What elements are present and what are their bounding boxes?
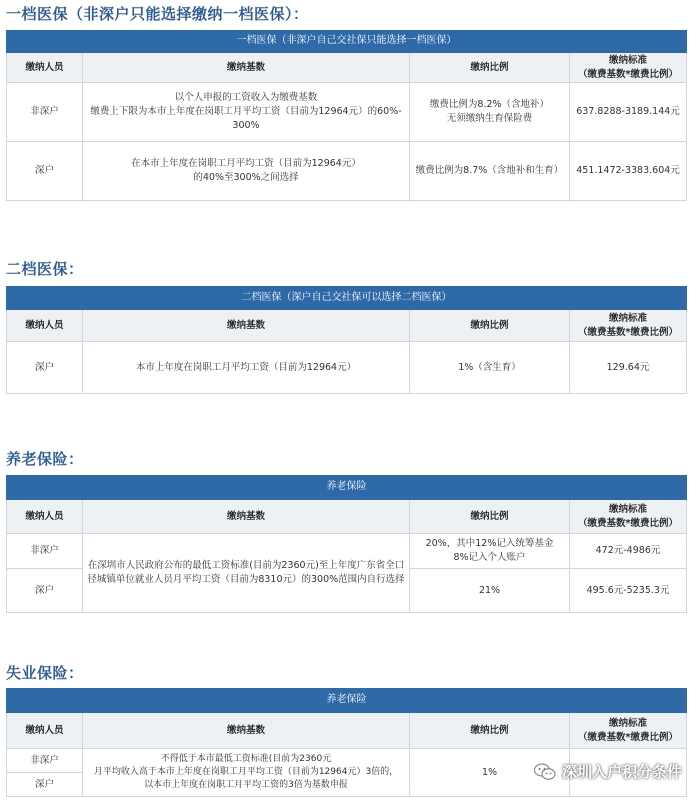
- header-standard: [570, 713, 687, 749]
- wechat-icon: [534, 763, 556, 781]
- insurance-table: [6, 286, 687, 394]
- table-banner: 养老保险: [7, 476, 687, 500]
- section-title: 二档医保：: [6, 260, 84, 278]
- header-ratio: 缴纳比例: [410, 500, 570, 534]
- header-person: 缴纳人员: [7, 713, 83, 749]
- insurance-table: [6, 475, 687, 613]
- header-standard-note: （缴费基数*缴费比例）: [578, 68, 678, 80]
- cell-base: 以个人申报的工资收入为缴费基数 缴费上下限为本市上年度在岗职工月平均工资（目前为12964元）的60%- 300%: [83, 83, 410, 142]
- table-row: [7, 142, 687, 201]
- header-standard-note: （缴费基数*缴费比例）: [578, 326, 678, 338]
- header-standard-label: 缴纳标准: [608, 717, 647, 729]
- header-person: 缴纳人员: [7, 500, 83, 534]
- cell-person: 深户: [7, 569, 83, 613]
- header-standard: [570, 53, 687, 83]
- section-title: 失业保险：: [6, 664, 84, 682]
- watermark: [534, 761, 682, 782]
- cell-ratio: 21%: [410, 569, 570, 613]
- cell-person: 非深户: [7, 534, 83, 569]
- cell-ratio: 缴费比例为8.7%（含地补和生育）: [410, 142, 570, 201]
- header-base: 缴纳基数: [83, 53, 410, 83]
- cell-ratio: 缴费比例为8.2%（含地补） 无须缴纳生育保险费: [410, 83, 570, 142]
- watermark-text: 深圳入户积分条件: [561, 763, 682, 781]
- header-ratio: 缴纳比例: [410, 310, 570, 342]
- section-title: 一档医保（非深户只能选择缴纳一档医保）：: [6, 5, 309, 23]
- cell-person: 深户: [7, 342, 83, 394]
- header-standard-note: （缴费基数*缴费比例）: [578, 517, 678, 529]
- section-title: 养老保险：: [6, 450, 84, 468]
- cell-person: 非深户: [7, 749, 83, 773]
- cell-base: 不得低于本市最低工资标准(目前为2360元 月平均收入高于本市上年度在岗职工月平均工资（目前为12964元）3倍的， 以本市上年度在岗职工月平均工资的3倍为基数申报: [83, 749, 410, 797]
- cell-base: 在本市上年度在岗职工月平均工资（目前为12964元） 的40%至300%之间选择: [83, 142, 410, 201]
- header-ratio: 缴纳比例: [410, 713, 570, 749]
- table-banner: 一档医保（非深户自己交社保只能选择一档医保）: [7, 31, 687, 53]
- table-row: [7, 342, 687, 394]
- cell-base: 在深圳市人民政府公布的最低工资标准(目前为2360元)至上年度广东省全口 径城镇单位就业人员月平均工资（目前为8310元）的300%范围内自行选择: [83, 534, 410, 613]
- cell-ratio: 20%，其中12%记入统筹基金 8%记入个人账户: [410, 534, 570, 569]
- header-standard: [570, 310, 687, 342]
- cell-base: 本市上年度在岗职工月平均工资（目前为12964元）: [83, 342, 410, 394]
- cell-standard: 637.8288-3189.144元: [570, 83, 687, 142]
- table-banner: 二档医保（深户自己交社保可以选择二档医保）: [7, 287, 687, 310]
- cell-standard: 495.6元-5235.3元: [570, 569, 687, 613]
- header-person: 缴纳人员: [7, 310, 83, 342]
- cell-ratio: 1%: [410, 749, 570, 797]
- cell-person: 非深户: [7, 83, 83, 142]
- header-standard-label: 缴纳标准: [608, 503, 647, 515]
- header-standard-label: 缴纳标准: [608, 312, 647, 324]
- insurance-table: [6, 30, 687, 201]
- table-row: [7, 534, 687, 569]
- cell-standard: 472元-4986元: [570, 534, 687, 569]
- header-person: 缴纳人员: [7, 53, 83, 83]
- header-standard-label: 缴纳标准: [608, 54, 647, 66]
- table-banner: 养老保险: [7, 689, 687, 713]
- header-base: 缴纳基数: [83, 713, 410, 749]
- table-row: [7, 83, 687, 142]
- cell-person: 深户: [7, 142, 83, 201]
- cell-person: 深户: [7, 773, 83, 797]
- header-base: 缴纳基数: [83, 500, 410, 534]
- cell-standard: 129.64元: [570, 342, 687, 394]
- cell-ratio: 1%（含生育）: [410, 342, 570, 394]
- header-base: 缴纳基数: [83, 310, 410, 342]
- header-standard-note: （缴费基数*缴费比例）: [578, 731, 678, 743]
- cell-standard: 451.1472-3383.604元: [570, 142, 687, 201]
- header-ratio: 缴纳比例: [410, 53, 570, 83]
- header-standard: [570, 500, 687, 534]
